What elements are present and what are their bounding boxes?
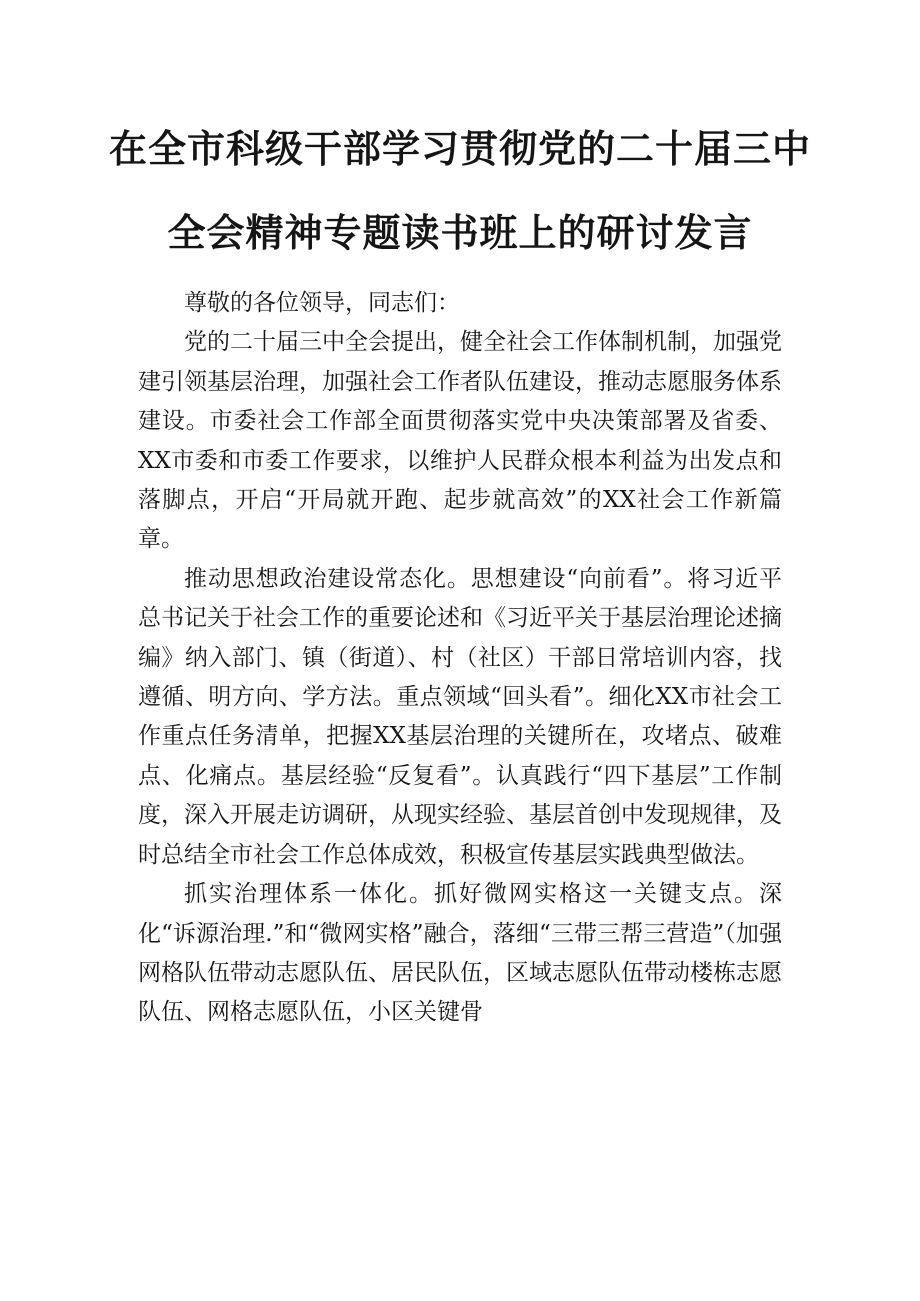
document-title-line-2: 全会精神专题读书班上的研讨发言 — [167, 211, 753, 255]
paragraph-3: 抓实治理体系一体化。抓好微网实格这一关键支点。深化“诉源治理.”和“微网实格”融合，落细“三带三帮三营造”（加强网格队伍带动志愿队伍、居民队伍，区域志愿队伍带动楼栋志愿队伍、网格志愿队伍，小区关键骨 — [138, 881, 782, 1026]
paragraph-1: 党的二十届三中全会提出，健全社会工作体制机制，加强党建引领基层治理，加强社会工作者队伍建设，推动志愿服务体系建设。市委社会工作部全面贯彻落实党中央决策部署及省委、XX市委和市委工作要求，以维护人民群众根本利益为出发点和落脚点，开启“开局就开跑、起步就高效”的XX社会工作新篇章。 — [138, 329, 782, 553]
document-title-line-1: 在全市科级干部学习贯彻党的二十届三中 — [108, 127, 811, 171]
paragraph-2: 推动思想政治建设常态化。思想建设“向前看”。将习近平总书记关于社会工作的重要论述和《习近平关于基层治理论述摘编》纳入部门、镇（街道）、村（社区）干部日常培训内容，找遵循、明方向、学方法。重点领域“回头看”。细化XX市社会工作重点任务清单，把握XX基层治理的关键所在，攻堵点、破难点、化痛点。基层经验“反复看”。认真践行“四下基层”工作制度，深入开展走访调研，从现实经验、基层首创中发现规律，及时总结全市社会工作总体成效，积极宣传基层实践典型做法。 — [138, 565, 782, 868]
document-body — [138, 284, 782, 1033]
salutation: 尊敬的各位领导，同志们： — [184, 290, 460, 316]
